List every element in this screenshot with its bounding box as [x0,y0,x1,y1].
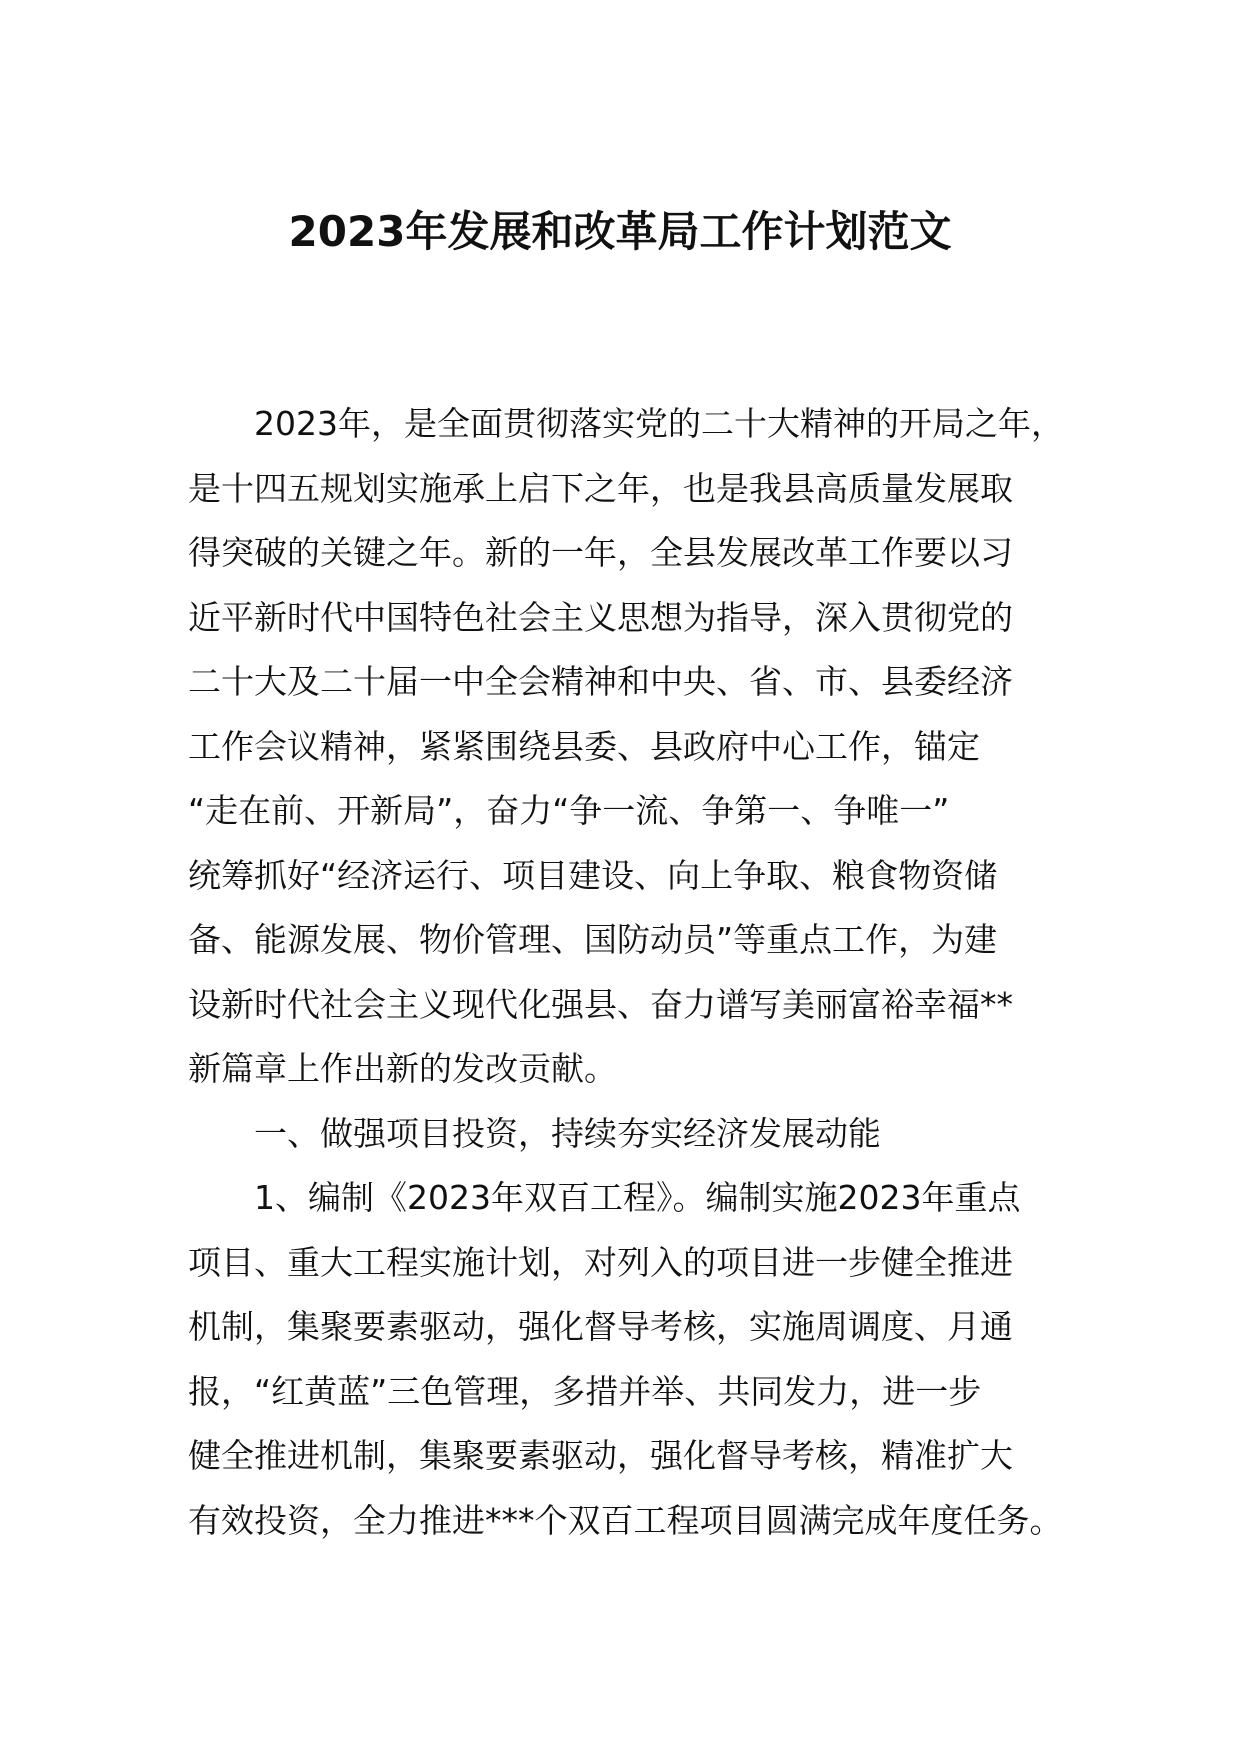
paragraph-line: 得突破的关键之年。新的一年，全县发展改革工作要以习 [188,533,1013,572]
paragraph-line: 新篇章上作出新的发改贡献。 [188,1049,617,1088]
paragraph-line: 1、编制《2023年双百工程》。编制实施2023年重点 [254,1178,1021,1217]
document-title: 2023年发展和改革局工作计划范文 [288,207,952,256]
document-body [188,392,1064,1553]
paragraph-line: 统筹抓好“经济运行、项目建设、向上争取、粮食物资储 [188,855,998,895]
paragraph-line: 工作会议精神，紧紧围绕县委、县政府中心工作，锚定 [188,726,980,766]
paragraph-line: “走在前、开新局”，奋力“争一流、争第一、争唯一” [188,791,950,830]
paragraph-line: 健全推进机制，集聚要素驱动，强化督导考核，精准扩大 [188,1436,1013,1475]
section-heading: 一、做强项目投资，持续夯实经济发展动能 [254,1113,881,1153]
paragraph-line: 报，“红黄蓝”三色管理，多措并举、共同发力，进一步 [188,1371,982,1411]
paragraph-line: 是十四五规划实施承上启下之年，也是我县高质量发展取 [188,468,1013,508]
paragraph-line: 2023年，是全面贯彻落实党的二十大精神的开局之年， [254,404,1064,443]
paragraph-line: 备、能源发展、物价管理、国防动员”等重点工作，为建 [188,920,998,959]
paragraph-line: 二十大及二十届一中全会精神和中央、省、市、县委经济 [188,662,1013,701]
paragraph-line: 有效投资，全力推进***个双百工程项目圆满完成年度任务。 [188,1500,1063,1540]
paragraph-line: 项目、重大工程实施计划，对列入的项目进一步健全推进 [188,1242,1013,1282]
paragraph-line: 机制，集聚要素驱动，强化督导考核，实施周调度、月通 [188,1307,1013,1346]
paragraph-line: 设新时代社会主义现代化强县、奋力谱写美丽富裕幸福** [188,984,1013,1024]
paragraph-line: 近平新时代中国特色社会主义思想为指导，深入贯彻党的 [188,597,1013,637]
